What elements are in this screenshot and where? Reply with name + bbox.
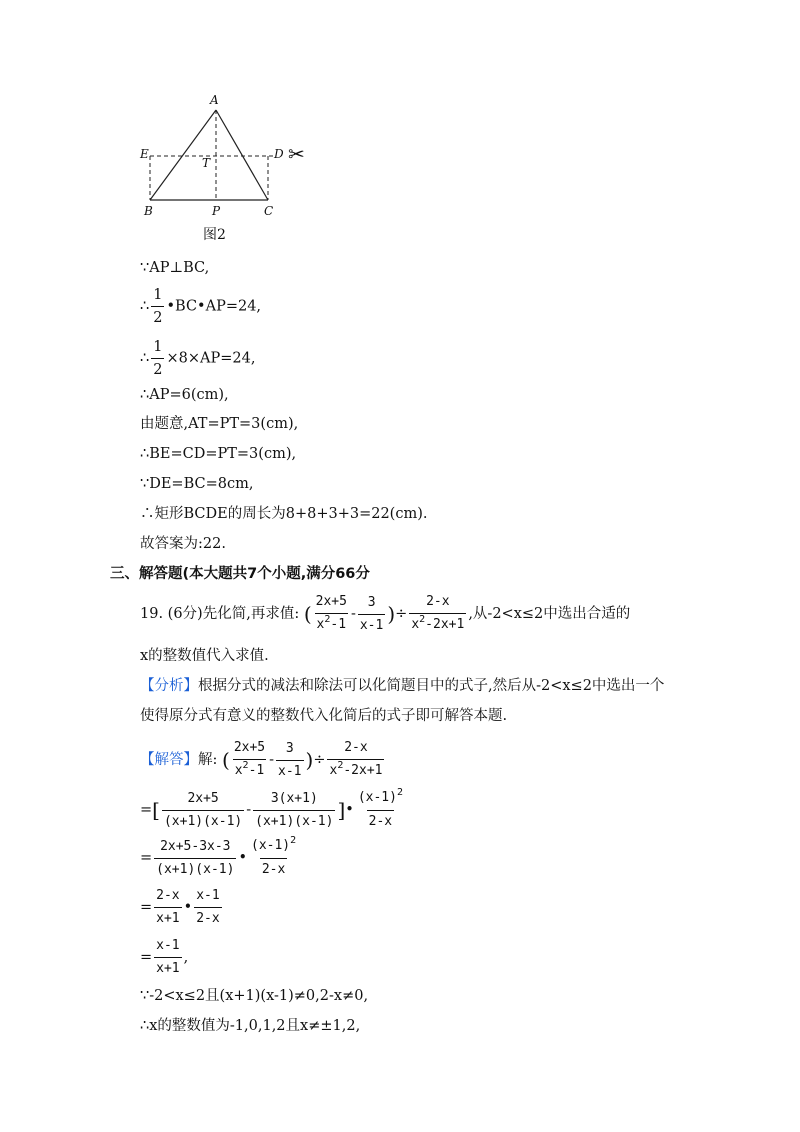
question-19-stem: 19. (6分)先化简,再求值: ( $\frac{2x+5}{x^2-1}$ - $\frac{3}{x-1}$ )÷ $\frac{2-x}{x^2-2x+1}$ ,从-2<x≤2中选出合适的 <box>140 592 630 636</box>
label-P: P <box>212 204 221 218</box>
answer-condition-line: ∵-2<x≤2且(x+1)(x-1)≠0,2-x≠0, <box>140 988 369 1004</box>
solution-line-1: ∵AP⊥BC, <box>140 260 210 276</box>
solution-line-2: ∴ $\frac{1}{2}$ •BC•AP=24, <box>140 287 262 326</box>
answer-step-1: =[ $\frac{2x+5}{(x+1)(x-1)}$ - $\frac{3(x+1)}{(x+1)(x-1)}$ ]• $\frac{(x-1)^2}{2-x}$ <box>140 788 407 832</box>
answer-tag: 【解答】 <box>140 752 198 768</box>
solution-line-4: ∴AP=6(cm), <box>140 387 229 403</box>
label-A: A <box>210 93 219 107</box>
half-fraction: $\frac{1}{2}$ <box>153 339 163 378</box>
figure-2 <box>130 90 330 250</box>
analysis-line-1: 【分析】根据分式的减法和除法可以化简题目中的式子,然后从-2<x≤2中选出一个 <box>140 678 665 694</box>
answer-line-1: 【解答】解: ( $\frac{2x+5}{x^2-1}$ - $\frac{3}{x-1}$ )÷ $\frac{2-x}{x^2-2x+1}$ <box>140 738 386 782</box>
label-B: B <box>144 204 153 218</box>
solution-line-6: ∴BE=CD=PT=3(cm), <box>140 446 297 462</box>
section-heading: 三、解答题(本大题共7个小题,满分66分 <box>110 566 370 582</box>
label-T: T <box>202 156 211 170</box>
analysis-tag: 【分析】 <box>140 678 198 694</box>
analysis-line-2: 使得原分式有意义的整数代入化简后的式子即可解答本题. <box>140 708 508 724</box>
solution-line-3: ∴ $\frac{1}{2}$ ×8×AP=24, <box>140 339 256 378</box>
triangle-rectangle-diagram <box>130 90 330 250</box>
question-19-line2: x的整数值代入求值. <box>140 648 269 664</box>
scissors-icon: ✂ <box>288 142 305 166</box>
solution-line-5: 由题意,AT=PT=3(cm), <box>140 416 299 432</box>
answer-step-4: = $\frac{x-1}{x+1}$ , <box>140 936 188 979</box>
label-C: C <box>264 204 274 218</box>
answer-values-line: ∴x的整数值为-1,0,1,2且x≠±1,2, <box>140 1018 361 1034</box>
figure-caption: 图2 <box>203 227 226 243</box>
answer-step-3: = $\frac{2-x}{x+1}$ • $\frac{x-1}{2-x}$ <box>140 886 224 929</box>
solution-line-8: ∴矩形BCDE的周长为8+8+3+3=22(cm). <box>140 506 428 522</box>
half-fraction: $\frac{1}{2}$ <box>153 287 163 326</box>
solution-line-9: 故答案为:22. <box>140 536 226 552</box>
label-E: E <box>140 147 149 161</box>
solution-line-7: ∵DE=BC=8cm, <box>140 476 254 492</box>
answer-step-2: = $\frac{2x+5-3x-3}{(x+1)(x-1)}$ • $\frac{(x-1)^2}{2-x}$ <box>140 836 300 880</box>
label-D: D <box>274 147 284 161</box>
